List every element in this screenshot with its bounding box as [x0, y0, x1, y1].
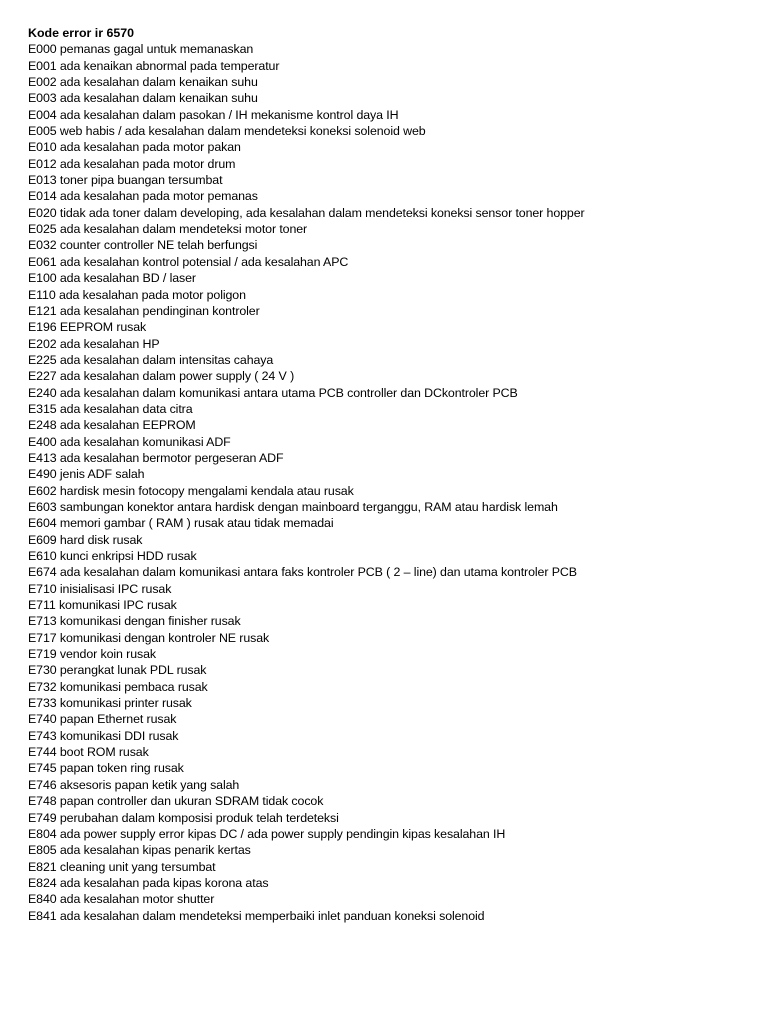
error-code-line: E248 ada kesalahan EEPROM — [28, 418, 196, 433]
error-code-line: E713 komunikasi dengan finisher rusak — [28, 614, 241, 629]
error-code-line: E745 papan token ring rusak — [28, 761, 184, 776]
error-code-line: E025 ada kesalahan dalam mendeteksi motor toner — [28, 222, 308, 237]
error-code-line: E001 ada kenaikan abnormal pada temperatur — [28, 58, 280, 73]
error-code-line: E100 ada kesalahan BD / laser — [28, 271, 196, 286]
error-code-line: E821 cleaning unit yang tersumbat — [28, 859, 216, 874]
error-code-line: E674 ada kesalahan dalam komunikasi antara faks kontroler PCB ( 2 – line) dan utama kontroler PCB — [28, 565, 577, 580]
error-code-line: E604 memori gambar ( RAM ) rusak atau tidak memadai — [28, 516, 334, 531]
error-code-line: E413 ada kesalahan bermotor pergeseran ADF — [28, 450, 284, 465]
error-code-line: E240 ada kesalahan dalam komunikasi antara utama PCB controller dan DCkontroler PCB — [28, 385, 518, 400]
error-code-line: E744 boot ROM rusak — [28, 745, 149, 760]
error-code-line: E805 ada kesalahan kipas penarik kertas — [28, 843, 251, 858]
error-code-line: E121 ada kesalahan pendinginan kontroler — [28, 303, 260, 318]
error-code-line: E824 ada kesalahan pada kipas korona atas — [28, 875, 269, 890]
error-code-line: E010 ada kesalahan pada motor pakan — [28, 140, 241, 155]
error-code-line: E004 ada kesalahan dalam pasokan / IH mekanisme kontrol daya IH — [28, 107, 399, 122]
error-code-line: E002 ada kesalahan dalam kenaikan suhu — [28, 75, 258, 90]
error-code-line: E740 papan Ethernet rusak — [28, 712, 177, 727]
error-code-line: E013 toner pipa buangan tersumbat — [28, 173, 223, 188]
error-code-line: E746 aksesoris papan ketik yang salah — [28, 777, 240, 792]
error-code-line: E710 inisialisasi IPC rusak — [28, 581, 172, 596]
error-code-line: E315 ada kesalahan data citra — [28, 401, 193, 416]
error-code-line: E733 komunikasi printer rusak — [28, 696, 192, 711]
document-page — [28, 25, 758, 924]
error-code-line: E032 counter controller NE telah berfungsi — [28, 238, 258, 253]
error-code-line: E490 jenis ADF salah — [28, 467, 145, 482]
error-code-line: E000 pemanas gagal untuk memanaskan — [28, 42, 254, 57]
error-code-line: E730 perangkat lunak PDL rusak — [28, 663, 207, 678]
error-code-line: E061 ada kesalahan kontrol potensial / ada kesalahan APC — [28, 254, 349, 269]
error-code-line: E225 ada kesalahan dalam intensitas cahaya — [28, 352, 274, 367]
error-code-line: E609 hard disk rusak — [28, 532, 143, 547]
error-code-line: E196 EEPROM rusak — [28, 320, 147, 335]
error-code-line: E603 sambungan konektor antara hardisk dengan mainboard terganggu, RAM atau hardisk lemah — [28, 499, 558, 514]
error-code-line: E400 ada kesalahan komunikasi ADF — [28, 434, 231, 449]
error-code-line: E840 ada kesalahan motor shutter — [28, 892, 215, 907]
error-code-line: E020 tidak ada toner dalam developing, ada kesalahan dalam mendeteksi koneksi sensor toner hopper — [28, 205, 585, 220]
error-code-line: E602 hardisk mesin fotocopy mengalami kendala atau rusak — [28, 483, 354, 498]
error-code-line: E841 ada kesalahan dalam mendeteksi memperbaiki inlet panduan koneksi solenoid — [28, 908, 485, 923]
error-code-line: E719 vendor koin rusak — [28, 647, 156, 662]
error-code-line: E748 papan controller dan ukuran SDRAM tidak cocok — [28, 794, 324, 809]
error-code-line: E003 ada kesalahan dalam kenaikan suhu — [28, 91, 258, 106]
error-code-line: E610 kunci enkripsi HDD rusak — [28, 549, 197, 563]
error-code-line: E717 komunikasi dengan kontroler NE rusak — [28, 630, 270, 645]
document-title: Kode error ir 6570 — [28, 26, 135, 40]
error-code-line: E227 ada kesalahan dalam power supply ( 24 V ) — [28, 369, 295, 384]
error-code-line: E732 komunikasi pembaca rusak — [28, 679, 208, 694]
error-code-line: E005 web habis / ada kesalahan dalam mendeteksi koneksi solenoid web — [28, 124, 426, 139]
error-code-line: E014 ada kesalahan pada motor pemanas — [28, 189, 258, 204]
error-code-line: E711 komunikasi IPC rusak — [28, 598, 177, 613]
error-code-line: E743 komunikasi DDI rusak — [28, 728, 179, 743]
error-code-list — [28, 41, 758, 924]
error-code-line: E202 ada kesalahan HP — [28, 336, 160, 351]
error-code-line: E749 perubahan dalam komposisi produk telah terdeteksi — [28, 810, 339, 825]
error-code-line: E012 ada kesalahan pada motor drum — [28, 156, 236, 171]
error-code-line: E804 ada power supply error kipas DC / ada power supply pendingin kipas kesalahan IH — [28, 826, 506, 841]
error-code-line: E110 ada kesalahan pada motor poligon — [28, 287, 246, 302]
